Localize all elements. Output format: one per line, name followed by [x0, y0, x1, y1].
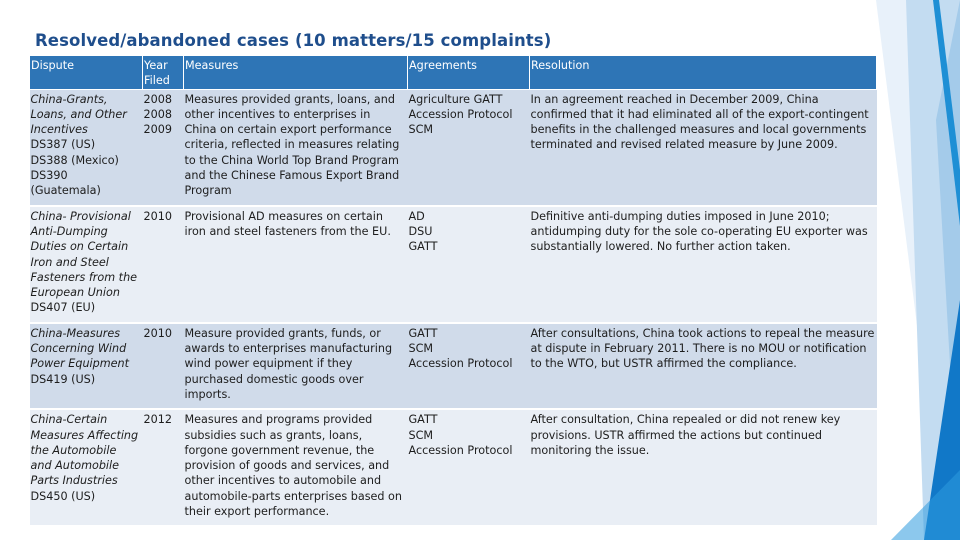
- table-row: [30, 206, 877, 323]
- year-filed-cell: 2008 2008 2009: [143, 89, 184, 206]
- header-agreements: Agreements: [408, 56, 530, 90]
- header-year-filed: Year Filed: [143, 56, 184, 90]
- dispute-codes: DS450 (US): [30, 489, 96, 503]
- dispute-codes: DS407 (EU): [30, 301, 96, 315]
- table-row: [30, 409, 877, 526]
- page-title: Resolved/abandoned cases (10 matters/15 complaints): [35, 31, 552, 50]
- resolution-cell: After consultation, China repealed or did not renew key provisions. USTR affirmed the actions but continued monitoring the issue.: [530, 409, 877, 526]
- dispute-title: China-Certain Measures Affecting the Automobile and Automobile Parts Industries: [30, 413, 139, 488]
- measures-cell: Measures and programs provided subsidies such as grants, loans, forgone government revenue, the provision of goods and services, and other incentives to automobile and automobile-parts enterprises based on their export performance.: [184, 409, 408, 526]
- dispute-cell: [30, 206, 143, 323]
- dispute-cell: [30, 323, 143, 409]
- cases-table: [29, 55, 877, 527]
- measures-cell: Provisional AD measures on certain iron and steel fasteners from the EU.: [184, 206, 408, 323]
- header-measures: Measures: [184, 56, 408, 90]
- table-row: [30, 323, 877, 409]
- dispute-codes: DS387 (US) DS388 (Mexico) DS390 (Guatemala): [30, 138, 119, 198]
- dispute-title: China-Grants, Loans, and Other Incentives: [30, 92, 127, 137]
- resolution-cell: After consultations, China took actions to repeal the measure at dispute in February 2011. There is no MOU or notification to the WTO, but USTR affirmed the compliance.: [530, 323, 877, 409]
- dispute-cell: [30, 409, 143, 526]
- resolution-cell: In an agreement reached in December 2009, China confirmed that it had eliminated all of the export-contingent benefits in the challenged measures and local governments terminated and revised related measure by June 2009.: [530, 89, 877, 206]
- dispute-codes: DS419 (US): [30, 372, 96, 386]
- resolution-cell: Definitive anti-dumping duties imposed in June 2010; antidumping duty for the sole co-operating EU exporter was substantially lowered. No further action taken.: [530, 206, 877, 323]
- dispute-cell: [30, 89, 143, 206]
- year-filed-cell: 2010: [143, 323, 184, 409]
- measures-cell: Measure provided grants, funds, or awards to enterprises manufacturing wind power equipment if they purchased domestic goods over imports.: [184, 323, 408, 409]
- agreements-cell: AD DSU GATT: [408, 206, 530, 323]
- header-dispute: Dispute: [30, 56, 143, 90]
- header-resolution: Resolution: [530, 56, 877, 90]
- agreements-cell: GATT SCM Accession Protocol: [408, 409, 530, 526]
- measures-cell: Measures provided grants, loans, and other incentives to enterprises in China on certain export performance criteria, reflected in measures relating to the China World Top Brand Program and the Chinese Famous Export Brand Program: [184, 89, 408, 206]
- year-filed-cell: 2010: [143, 206, 184, 323]
- dispute-title: China-Measures Concerning Wind Power Equipment: [30, 326, 130, 371]
- year-filed-cell: 2012: [143, 409, 184, 526]
- agreements-cell: GATT SCM Accession Protocol: [408, 323, 530, 409]
- agreements-cell: Agriculture GATT Accession Protocol SCM: [408, 89, 530, 206]
- table-header-row: [30, 56, 877, 90]
- table-row: [30, 89, 877, 206]
- dispute-title: China- Provisional Anti-Dumping Duties on Certain Iron and Steel Fasteners from the European Union: [30, 209, 138, 300]
